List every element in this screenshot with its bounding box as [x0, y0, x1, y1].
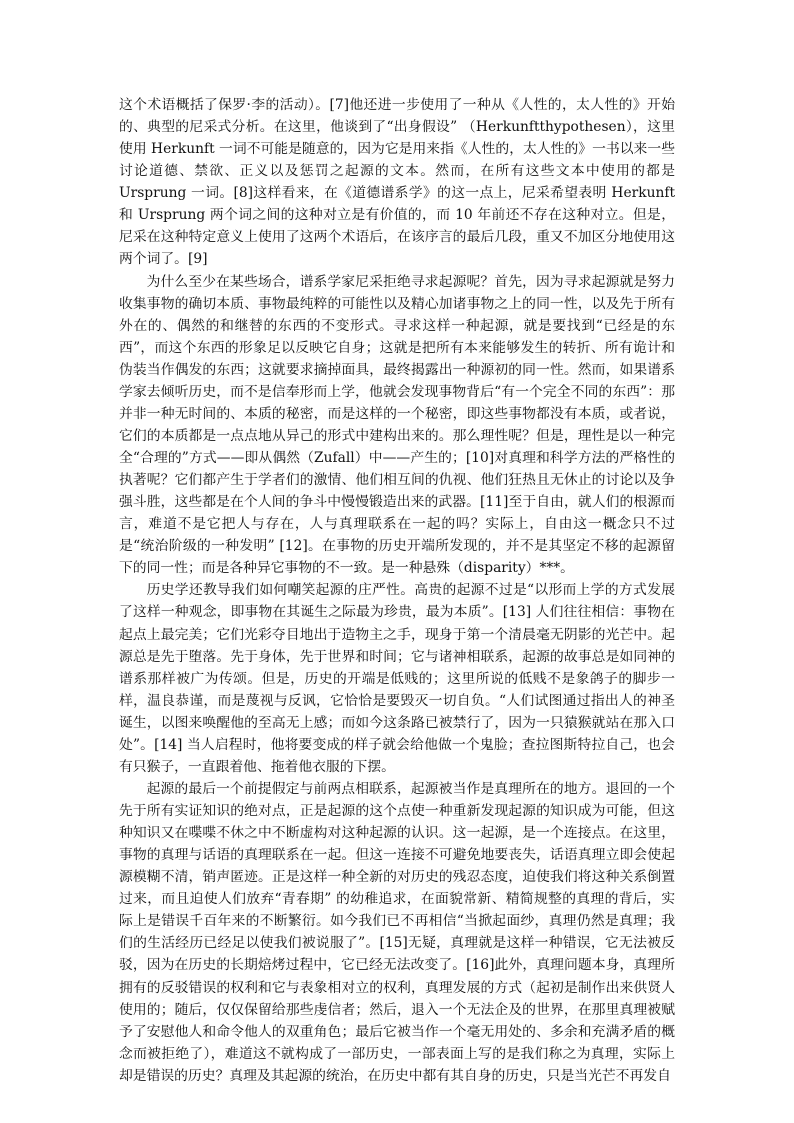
paragraph-4: 起源的最后一个前提假定与前两点相联系，起源被当作是真理所在的地方。退回的一个先于所有实证知识的绝对点，正是起源的这个点使一种重新发现起源的知识成为可能，但这种知识又在喋喋不休之中不断虚构对这种起源的认识。这一起源，是一个连接点。在这里，事物的真理与话语的真理联系在一起。但这一连接不可避免地要丧失，话语真理立即会使起源模糊不清，销声匿迹。正是这样一种全新的对历史的残忍态度，迫使我们将这种关系倒置过来，而且迫使人们放弃“青春期” 的幼稚追求，在面貌常新、精简规整的真理的背后，实际上是错误千百年来的不断繁衍。如今我们已不再相信“当掀起面纱，真理仍然是真理；我们的生活经历已经足以使我们被说服了”。[15]无疑，真理就是这样一种错误，它无法被反驳，因为在历史的长期焙烤过程中，它已经无法改变了。[16]此外，真理问题本身，真理所拥有的反驳错误的权利和它与表象相对立的权利，真理发展的方式（起初是制作出来供贤人使用的；随后，仅仅保留给那些虔信者；然后，退入一个无法企及的世界，在那里真理被赋予了安慰他人和命令他人的双重角色；最后它被当作一个毫无用处的、多余和充满矛盾的概念而被拒绝了），难道这不就构成了一部历史，一部表面上写的是我们称之为真理，实际上却是错误的历史？真理及其起源的统治，在历史中都有其自身的历史，只是当光芒不再发自: [119, 780, 675, 1084]
document-page: [119, 94, 675, 1087]
paragraph-3: 历史学还教导我们如何嘲笑起源的庄严性。高贵的起源不过是“以形而上学的方式发展了这样一种观念，即事物在其诞生之际最为珍贵，最为本质”。[13] 人们往往相信：事物在起点上最完美；它们光彩夺目地出于造物主之手，现身于第一个清晨毫无阴影的光芒中。起源总是先于堕落。先于身体，先于世界和时间；它与诸神相联系，起源的故事总是如同神的谱系那样被广为传颂。但是，历史的开端是低贱的；这里所说的低贱不是象鸽子的脚步一样，温良恭谨，而是蔑视与反讽，它恰恰是要毁灭一切自负。“人们试图通过指出人的神圣诞生，以图来唤醒他的至高无上感；而如今这条路已被禁行了，因为一只猿猴就站在那入口处”。[14] 当人启程时，他将要变成的样子就会给他做一个鬼脸；查拉图斯特拉自己，也会有只猴子，一直跟着他、拖着他衣服的下摆。: [119, 582, 675, 775]
paragraph-2: 为什么至少在某些场合，谱系学家尼采拒绝寻求起源呢？首先，因为寻求起源就是努力收集事物的确切本质、事物最纯粹的可能性以及精心加诸事物之上的同一性，以及先于所有外在的、偶然的和继替的东西的不变形式。寻求这样一种起源，就是要找到“已经是的东西”，而这个东西的形象足以反映它自身；这就是把所有本来能够发生的转折、所有诡计和伪装当作偶发的东西；这就要求摘掉面具，最终揭露出一种源初的同一性。然而，如果谱系学家去倾听历史，而不是信奉形而上学，他就会发现事物背后“有一个完全不同的东西”：那并非一种无时间的、本质的秘密，而是这样的一个秘密，即这些事物都没有本质，或者说，它们的本质都是一点点地从异己的形式中建构出来的。那么理性呢？但是，理性是以一种完全“合理的”方式——即从偶然（Zufall）中——产生的；[10]对真理和科学方法的严格性的执著呢？它们都产生于学者们的激情、他们相互间的仇视、他们狂热且无休止的讨论以及争强斗胜，这些都是在个人间的争斗中慢慢锻造出来的武器。[11]至于自由，就人们的根源而言，难道不是它把人与存在，人与真理联系在一起的吗？实际上，自由这一概念只不过是“统治阶级的一种发明” [12]。在事物的历史开端所发现的，并不是其坚定不移的起源留下的同一性；而是各种异它事物的不一致。是一种悬殊（disparity）***。: [119, 273, 675, 577]
paragraph-1: 这个术语概括了保罗·李的活动）。[7]他还进一步使用了一种从《人性的，太人性的》开始的、典型的尼采式分析。在这里，他谈到了“出身假设” （Herkunftthypothesen），这里使用 Herkunft 一词不可能是随意的，因为它是用来指《人性的，太人性的》一书以来一些讨论道德、禁欲、正义以及惩罚之起源的文本。然而，在所有这些文本中使用的都是 Ursprung 一词。[8]这样看来，在《道德谱系学》的这一点上，尼采希望表明 Herkunft 和 Ursprung 两个词之间的这种对立是有价值的，而 10 年前还不存在这种对立。但是，尼采在这种特定意义上使用了这两个术语后，在该序言的最后几段，重又不加区分地使用这两个词了。[9]: [119, 97, 675, 268]
